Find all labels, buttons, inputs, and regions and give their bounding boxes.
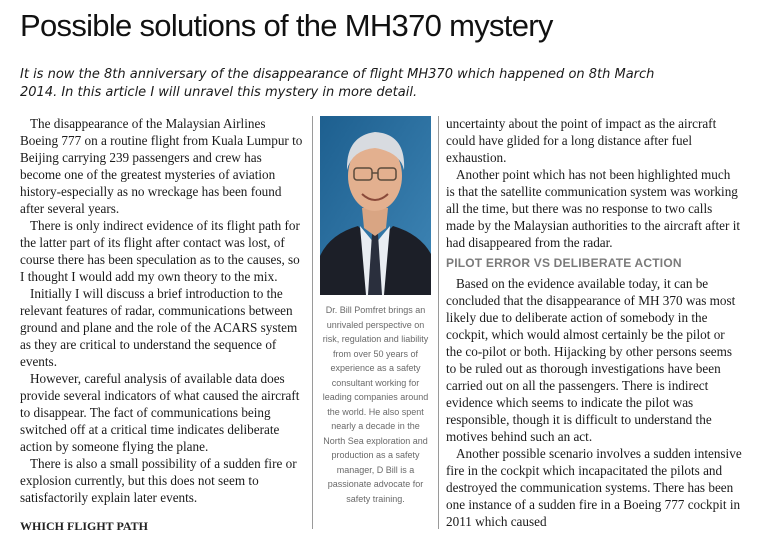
paragraph: Another point which has not been highlighted much is that the satellite communication system was working all the time, but there was no response to two calls made by the Malaysian authorities to the aircraft after it had disappeared from the radar. <box>446 167 741 250</box>
column-3 <box>446 115 742 530</box>
column-1 <box>20 115 304 506</box>
column-divider-left <box>312 116 313 529</box>
photo-caption: Dr. Bill Pomfret brings an unrivaled perspective on risk, regulation and liability from over 50 years of experience as a safety consultant working for leading companies around the world. He also spent nearly a decade in the North Sea exploration and production as a safety manager, D Bill is a passionate advocate for safety training. <box>322 305 429 504</box>
paragraph: There is also a small possibility of a sudden fire or explosion currently, but this does not seem to satisfactorily explain later events. <box>20 456 297 505</box>
paragraph: Another possible scenario involves a sudden intensive fire in the cockpit which incapacitated the pilots and destroyed the communication systems. There has been one instance of a sudden fire in a Boeing 777 cockpit in 2011 which caused <box>446 446 742 529</box>
paragraph: However, careful analysis of available data does provide several indicators of what caused the aircraft to disappear. The fact of communications being switched off at a critical time indicates deliberate action by someone flying the plane. <box>20 371 300 454</box>
paragraph: Based on the evidence available today, it can be concluded that the disappearance of MH 370 was most likely due to deliberate action of somebody in the cockpit, which would almost certainly be the pilot or the co-pilot or both. Hijacking by other persons seems to be ruled out as thorough investigations have been carried out on all the passengers. There is indirect evidence which seems to indicate the pilot was responsible, though it is difficult to understand the motives behind such an act. <box>446 276 736 444</box>
author-photo <box>320 116 431 295</box>
paragraph: Initially I will discuss a brief introduction to the relevant features of radar, communications between ground and plane and the role of the ACARS system as they are critical to understand the sequence of events. <box>20 286 298 369</box>
section-heading-cut: WHICH FLIGHT PATH <box>20 519 149 533</box>
paragraph: uncertainty about the point of impact as the aircraft could have glided for a long distance after fuel exhaustion. <box>446 116 717 165</box>
section-heading: PILOT ERROR VS DELIBERATE ACTION <box>446 256 682 270</box>
paragraph: There is only indirect evidence of its flight path for the latter part of its flight after contact was lost, of course there has been speculation as to the causes, so I thought I would add my own theory to the mix. <box>20 218 300 284</box>
paragraph: The disappearance of the Malaysian Airlines Boeing 777 on a routine flight from Kuala Lumpur to Beijing carrying 239 passengers and crew has become one of the greatest mysteries of aviation history-especially as no wreckage has been found after several years. <box>20 116 303 216</box>
article-title: Possible solutions of the MH370 mystery <box>20 8 553 43</box>
column-divider-right <box>438 116 439 529</box>
article-lead: It is now the 8th anniversary of the disappearance of flight MH370 which happened on 8th March 2014. In this article I will unravel this mystery in more detail. <box>20 67 655 100</box>
